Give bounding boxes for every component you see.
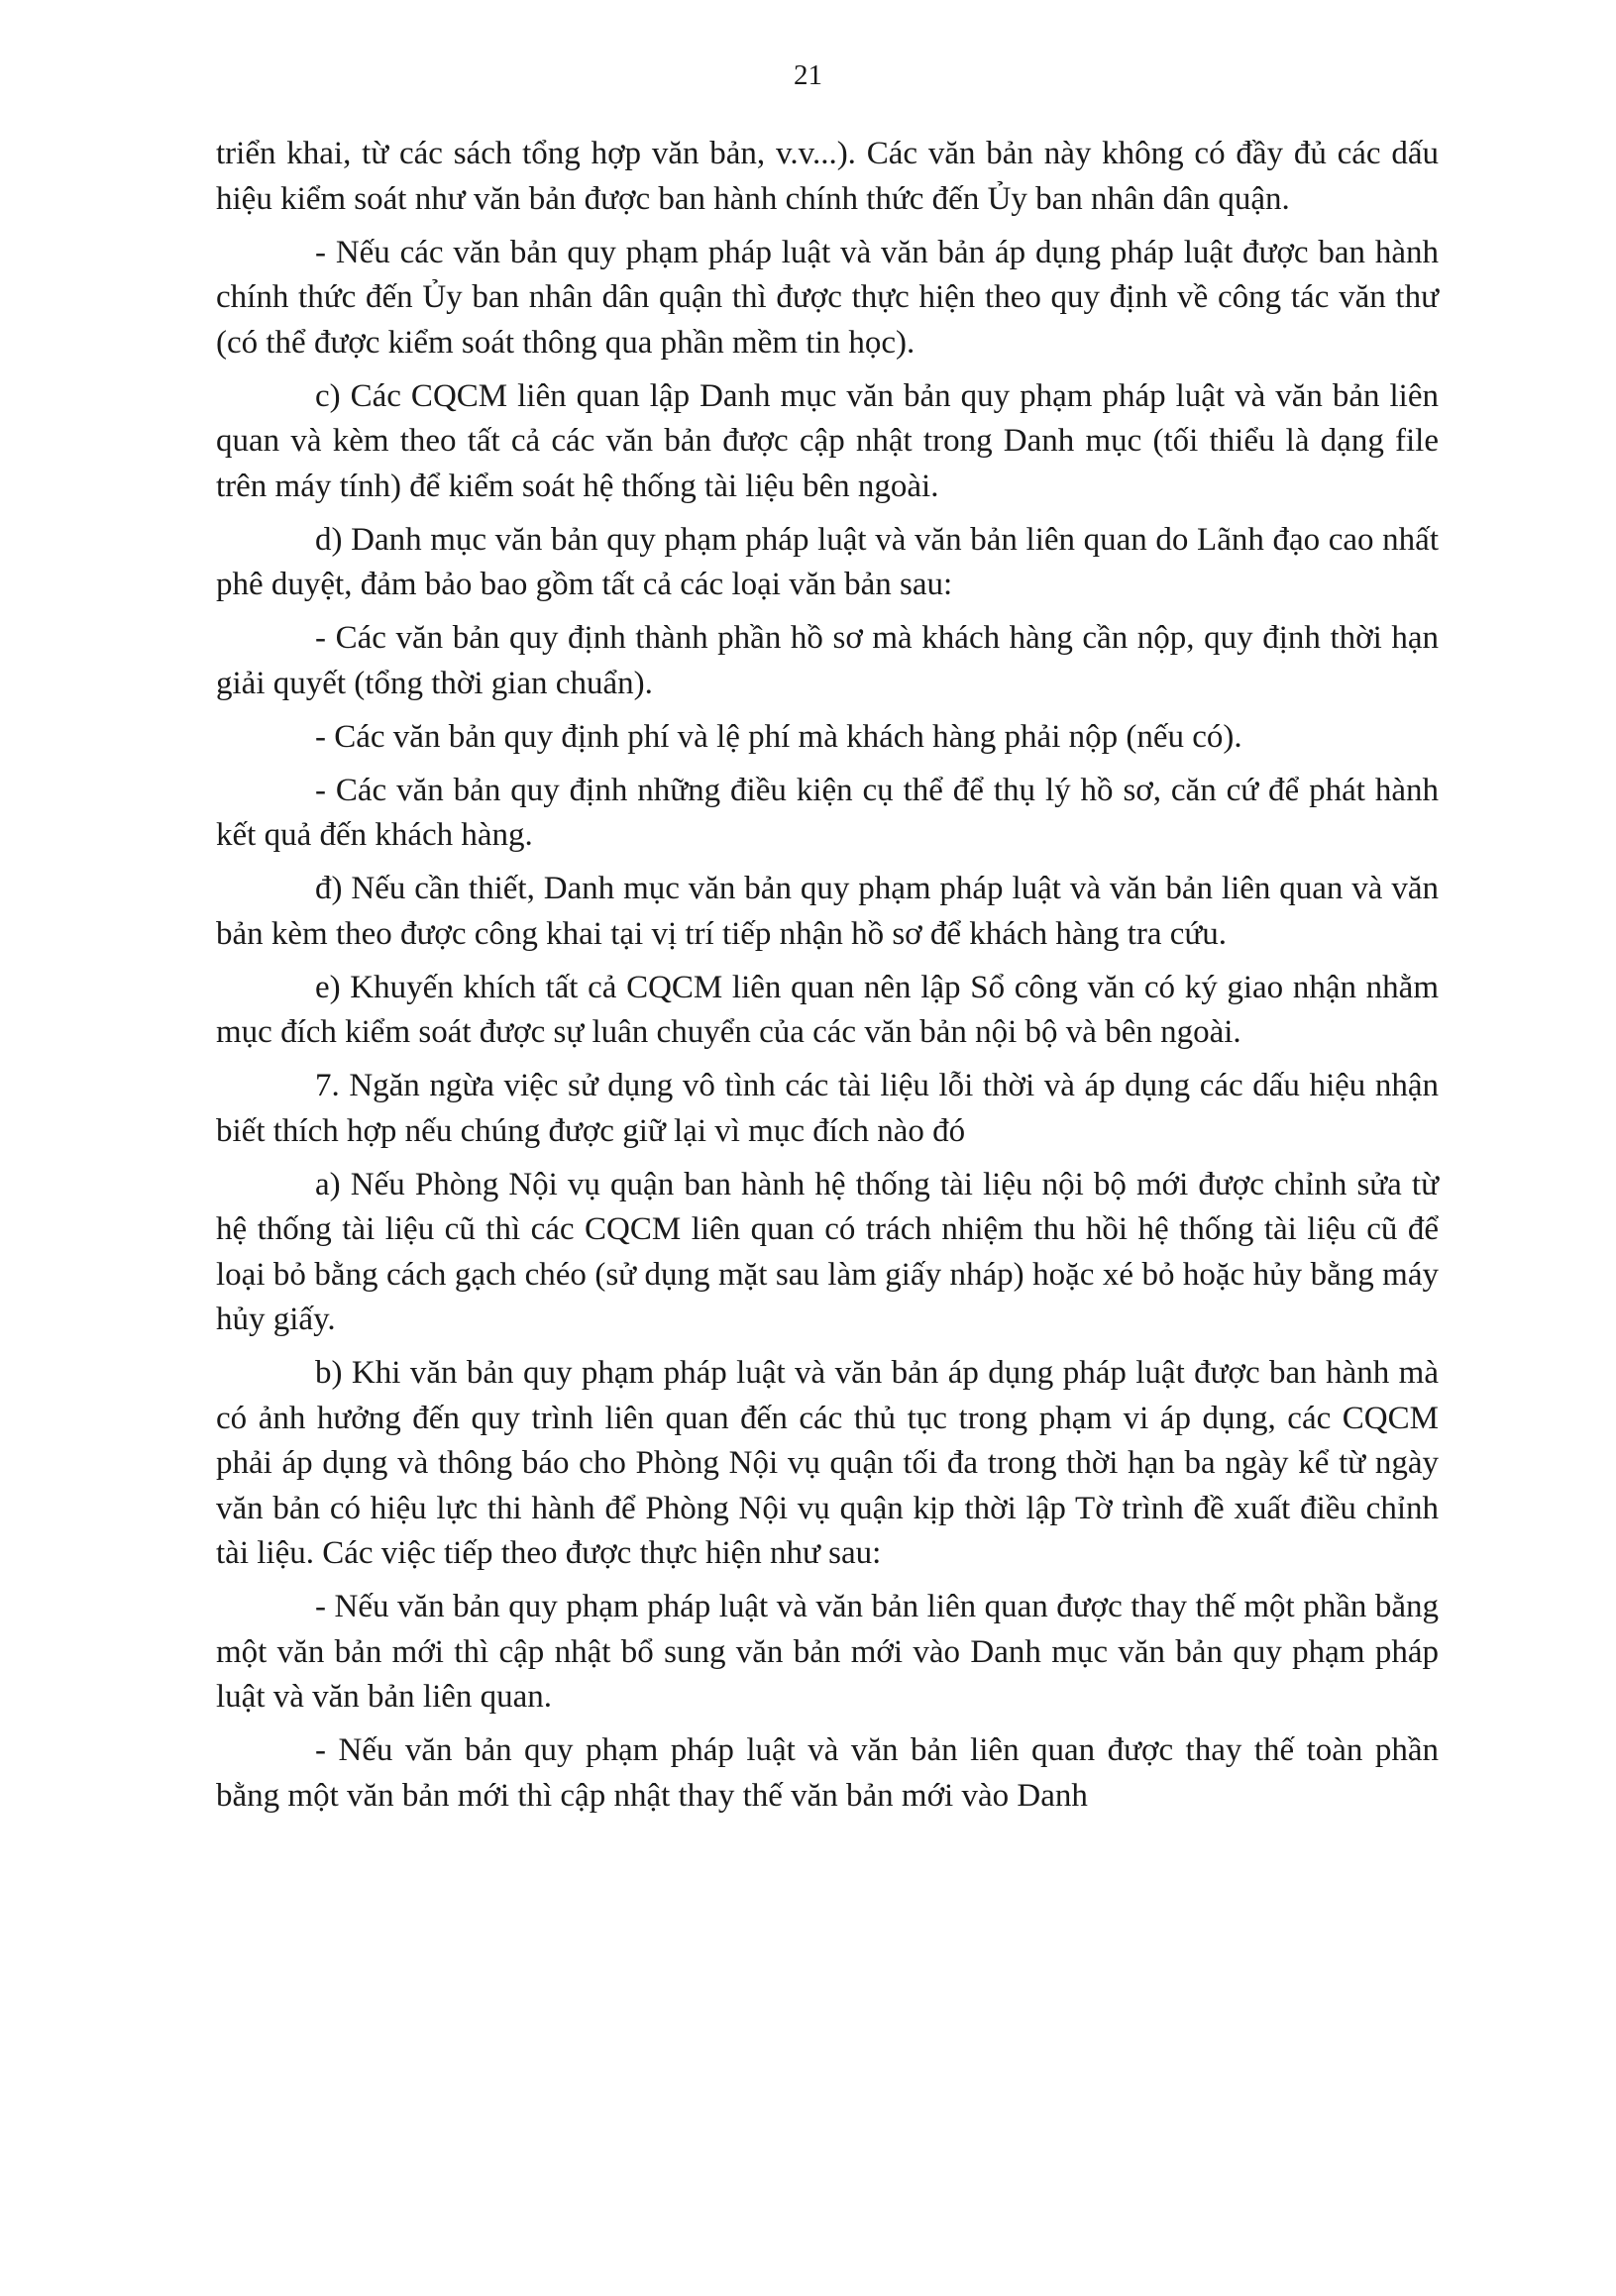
- paragraph: a) Nếu Phòng Nội vụ quận ban hành hệ thống tài liệu nội bộ mới được chỉnh sửa từ hệ thống tài liệu cũ thì các CQCM liên quan có trách nhiệm thu hồi hệ thống tài liệu cũ để loại bỏ bằng cách gạch chéo (sử dụng mặt sau làm giấy nháp) hoặc xé bỏ hoặc hủy bằng máy hủy giấy.: [216, 1166, 1439, 1337]
- paragraph: - Nếu văn bản quy phạm pháp luật và văn bản liên quan được thay thế một phần bằng một văn bản mới thì cập nhật bổ sung văn bản mới vào Danh mục văn bản quy phạm pháp luật và văn bản liên quan.: [216, 1589, 1439, 1715]
- paragraph: - Nếu các văn bản quy phạm pháp luật và văn bản áp dụng pháp luật được ban hành chính thức đến Ủy ban nhân dân quận thì được thực hiện theo quy định về công tác văn thư (có thể được kiểm soát thông qua phần mềm tin học).: [216, 234, 1439, 361]
- paragraph: - Các văn bản quy định phí và lệ phí mà khách hàng phải nộp (nếu có).: [315, 718, 1242, 755]
- paragraph: d) Danh mục văn bản quy phạm pháp luật và văn bản liên quan do Lãnh đạo cao nhất phê duyệt, đảm bảo bao gồm tất cả các loại văn bản sau:: [216, 521, 1439, 602]
- paragraph: c) Các CQCM liên quan lập Danh mục văn bản quy phạm pháp luật và văn bản liên quan và kèm theo tất cả các văn bản được cập nhật trong Danh mục (tối thiểu là dạng file trên máy tính) để kiểm soát hệ thống tài liệu bên ngoài.: [216, 377, 1439, 504]
- paragraph: - Các văn bản quy định những điều kiện cụ thể để thụ lý hồ sơ, căn cứ để phát hành kết quả đến khách hàng.: [216, 772, 1439, 853]
- paragraph: triển khai, từ các sách tổng hợp văn bản, v.v...). Các văn bản này không có đầy đủ các dấu hiệu kiểm soát như văn bản được ban hành chính thức đến Ủy ban nhân dân quận.: [216, 136, 1439, 217]
- paragraph: 7. Ngăn ngừa việc sử dụng vô tình các tài liệu lỗi thời và áp dụng các dấu hiệu nhận biết thích hợp nếu chúng được giữ lại vì mục đích nào đó: [216, 1068, 1439, 1149]
- paragraph: - Các văn bản quy định thành phần hồ sơ mà khách hàng cần nộp, quy định thời hạn giải quyết (tổng thời gian chuẩn).: [216, 620, 1439, 701]
- page-number: 21: [794, 59, 822, 91]
- paragraph: đ) Nếu cần thiết, Danh mục văn bản quy phạm pháp luật và văn bản liên quan và văn bản kèm theo được công khai tại vị trí tiếp nhận hồ sơ để khách hàng tra cứu.: [216, 871, 1439, 952]
- paragraph: - Nếu văn bản quy phạm pháp luật và văn bản liên quan được thay thế toàn phần bằng một văn bản mới thì cập nhật thay thế văn bản mới vào Danh: [216, 1732, 1439, 1814]
- paragraph: b) Khi văn bản quy phạm pháp luật và văn bản áp dụng pháp luật được ban hành mà có ảnh hưởng đến quy trình liên quan đến các thủ tục trong phạm vi áp dụng, các CQCM phải áp dụng và thông báo cho Phòng Nội vụ quận tối đa trong thời hạn ba ngày kể từ ngày văn bản có hiệu lực thi hành để Phòng Nội vụ quận kịp thời lập Tờ trình đề xuất điều chỉnh tài liệu. Các việc tiếp theo được thực hiện như sau:: [216, 1355, 1439, 1571]
- paragraph: e) Khuyến khích tất cả CQCM liên quan nên lập Sổ công văn có ký giao nhận nhằm mục đích kiểm soát được sự luân chuyển của các văn bản nội bộ và bên ngoài.: [216, 969, 1439, 1050]
- document-body: [216, 132, 1439, 1827]
